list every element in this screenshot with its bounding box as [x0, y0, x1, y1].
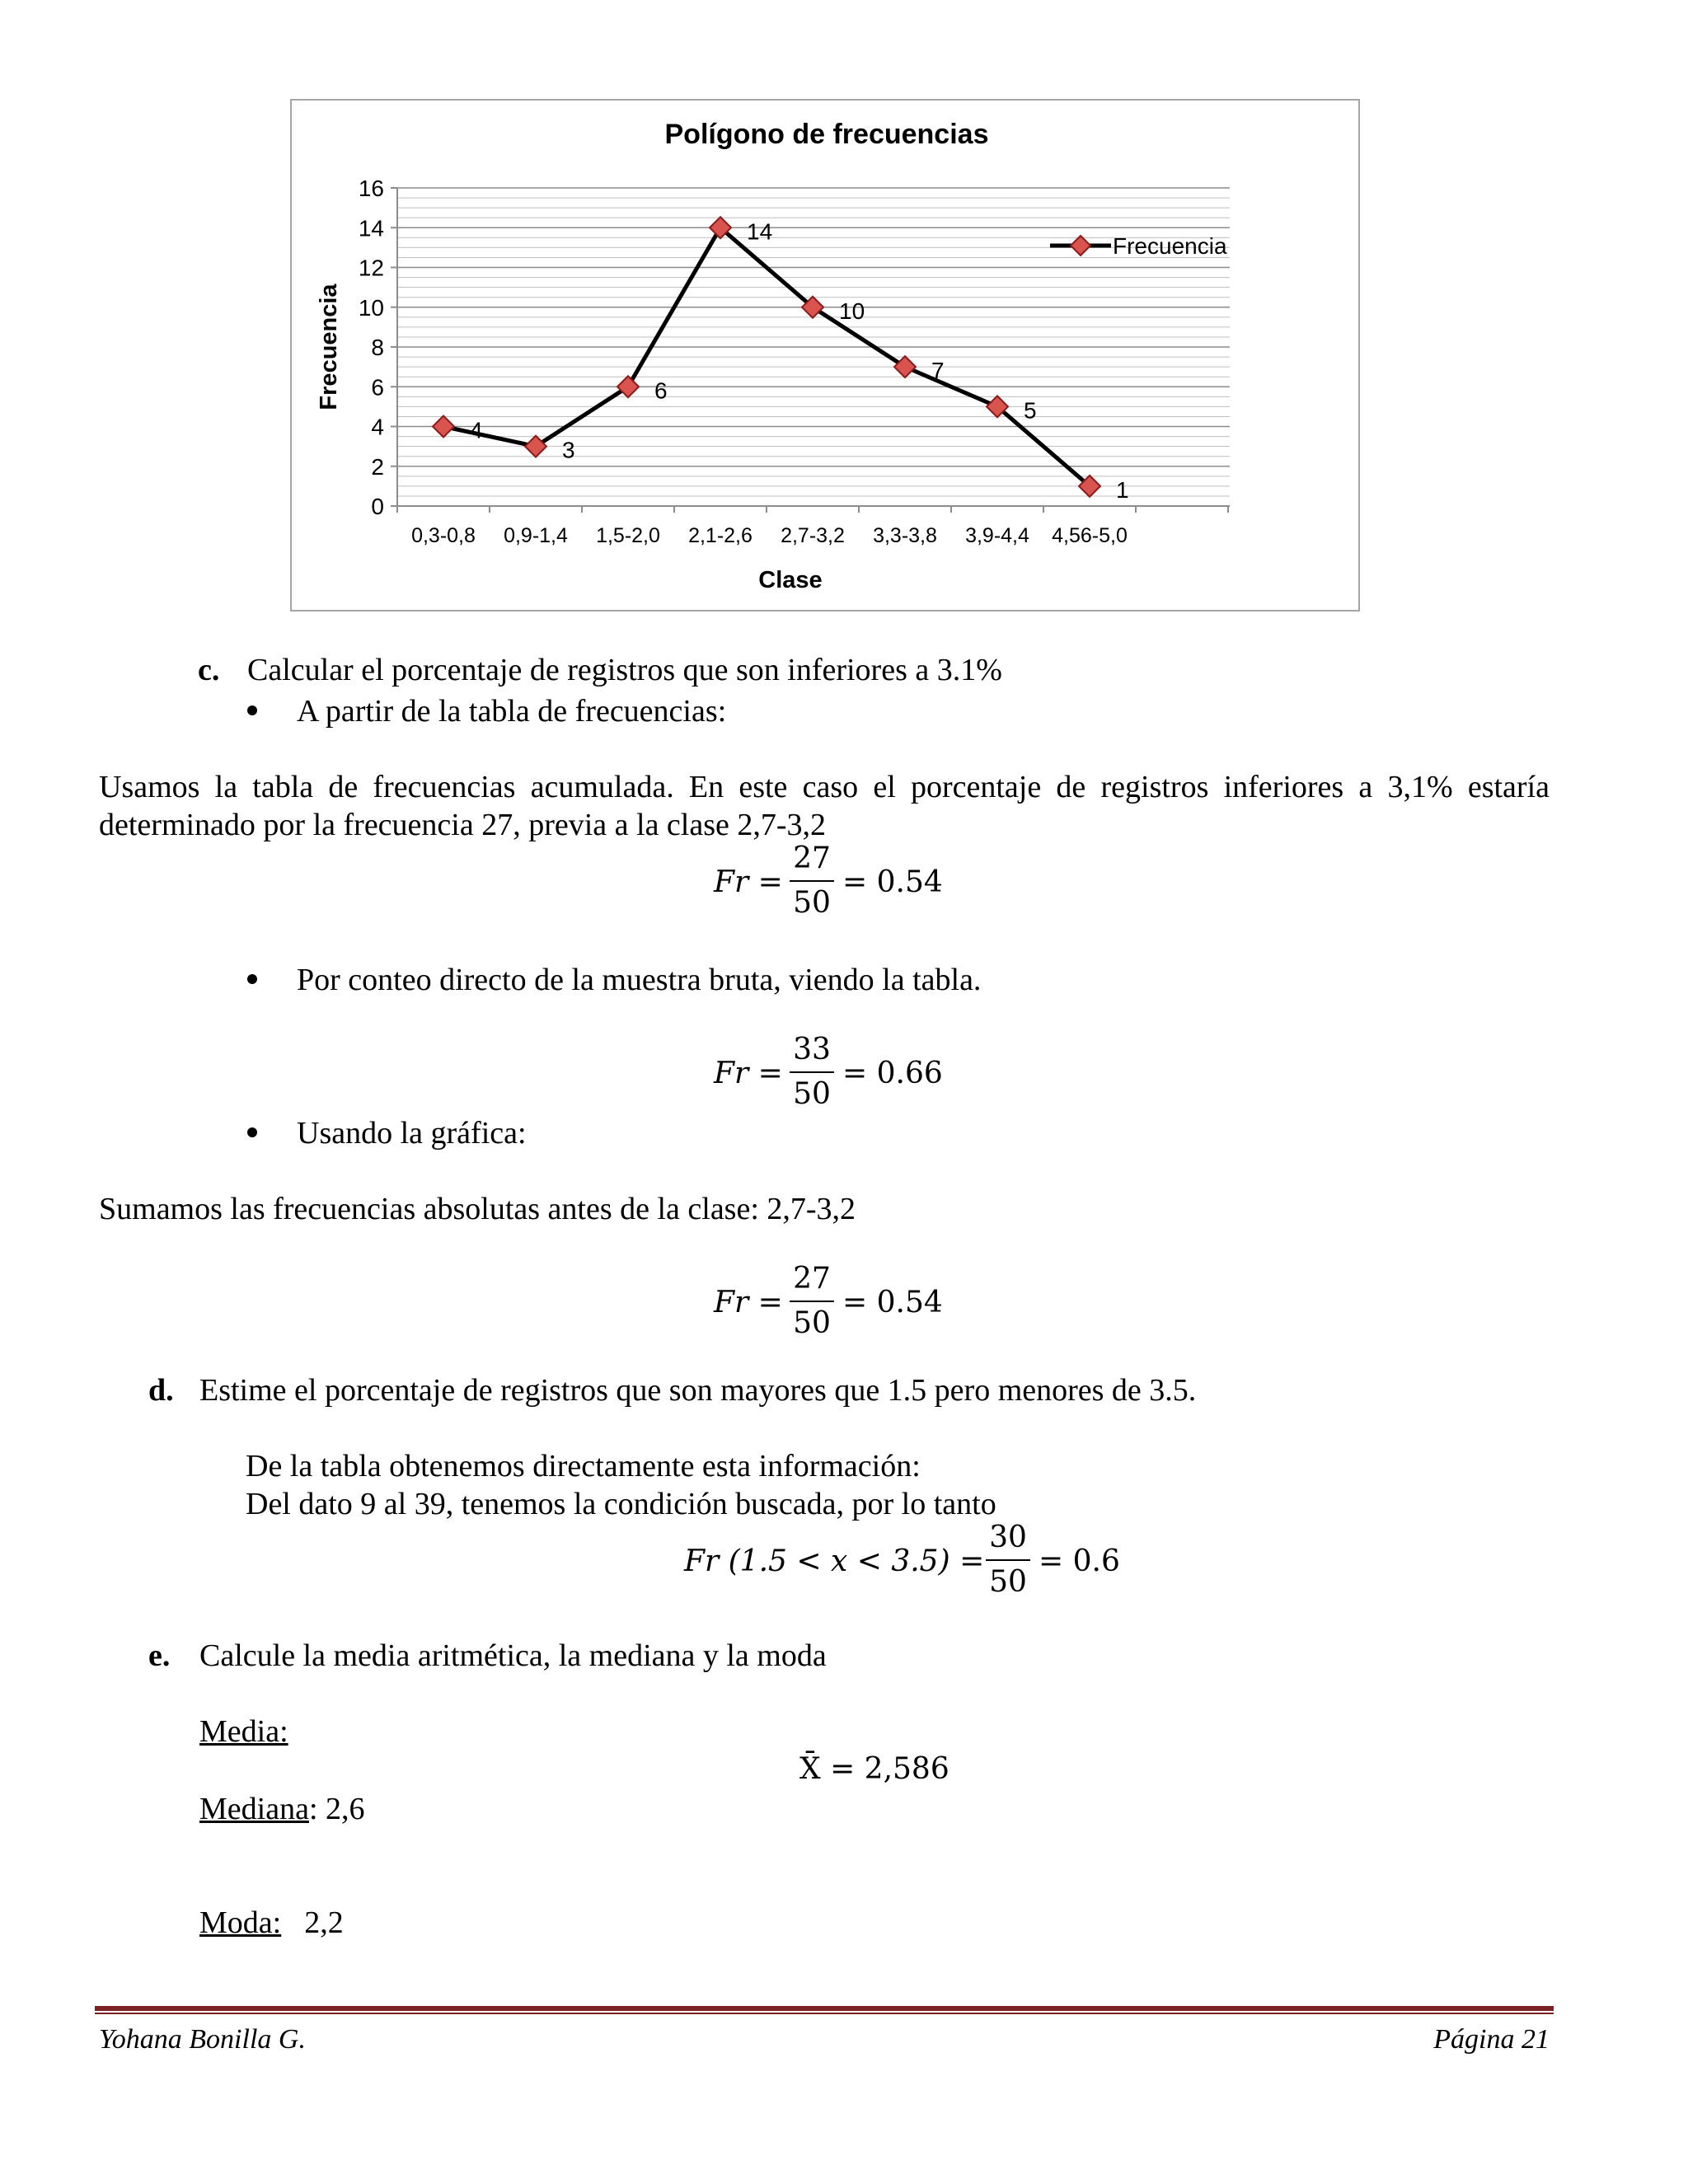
section-c-title: Calcular el porcentaje de registros que son inferiores a 3.1%	[247, 653, 1002, 687]
section-e-title: Calcule la media aritmética, la mediana y la moda	[199, 1638, 827, 1673]
eq2-fraction	[790, 1032, 834, 1113]
mediana-value: : 2,6	[308, 1792, 365, 1826]
data-point-marker	[617, 376, 639, 397]
eq2-denominator: 50	[793, 1077, 831, 1111]
section-e-label: e.	[148, 1638, 171, 1673]
eq-d-numerator: 30	[989, 1521, 1027, 1554]
eq3-denominator: 50	[793, 1306, 831, 1340]
mediana-label: Mediana	[199, 1792, 309, 1826]
data-label: 4	[470, 417, 483, 443]
eq1-numerator: 27	[793, 841, 831, 875]
section-d-line2: Del dato 9 al 39, tenemos la condición buscada, por lo tanto	[246, 1487, 996, 1521]
moda-value: 2,2	[304, 1905, 344, 1940]
data-label: 1	[1116, 476, 1129, 503]
x-tick-label: 1,5-2,0	[596, 524, 660, 547]
y-tick-label: 4	[371, 414, 384, 440]
eq1-rhs: = 0.54	[842, 865, 943, 899]
data-label: 6	[654, 377, 668, 404]
footer-rule	[95, 2006, 1554, 2011]
section-d-line1: De la tabla obtenemos directamente esta información:	[246, 1449, 921, 1483]
x-tick-label: 0,3-0,8	[411, 524, 476, 547]
bullet-dot	[247, 705, 257, 715]
media-equation: X̄ = 2,586	[799, 1752, 950, 1786]
eq3-numerator: 27	[793, 1262, 831, 1296]
footer-author: Yohana Bonilla G.	[99, 2024, 306, 2055]
eq-d-denominator: 50	[989, 1565, 1027, 1599]
section-c-para2: Sumamos las frecuencias absolutas antes de la clase: 2,7-3,2	[99, 1192, 856, 1226]
eq1-lhs: Fr =	[714, 865, 783, 899]
x-tick-label: 0,9-1,4	[504, 524, 568, 547]
y-tick-label: 16	[358, 176, 384, 201]
chart-title: Polígono de frecuencias	[664, 119, 989, 150]
x-tick-label: 2,1-2,6	[688, 524, 753, 547]
eq-d-rhs: = 0.6	[1039, 1544, 1120, 1578]
y-tick-label: 6	[371, 374, 384, 401]
eq2-numerator: 33	[793, 1033, 831, 1066]
section-c-para1-line1: Usamos la tabla de frecuencias acumulada. En este caso el porcentaje de registros inferiores a 3,1% estaría	[99, 770, 1550, 804]
section-c-bullet1: A partir de la tabla de frecuencias:	[297, 694, 727, 729]
section-d-title: Estime el porcentaje de registros que son mayores que 1.5 pero menores de 3.5.	[199, 1373, 1197, 1408]
eq1-fraction	[790, 841, 834, 921]
y-tick-label: 8	[371, 335, 384, 360]
fraction-bar	[790, 880, 834, 882]
frequency-polygon-chart	[290, 99, 1360, 612]
section-c-bullet3: Usando la gráfica:	[297, 1116, 527, 1151]
eq-d-lhs: Fr (1.5 < x < 3.5) =	[684, 1544, 985, 1578]
eq-d-fraction	[986, 1520, 1030, 1601]
moda-label: Moda:	[199, 1905, 282, 1940]
section-c-para1-line2: determinado por la frecuencia 27, previa a la clase 2,7-3,2	[99, 808, 827, 842]
data-label: 3	[562, 437, 575, 463]
moda-line	[199, 1904, 344, 1942]
data-point-marker	[525, 436, 546, 457]
data-label: 14	[747, 218, 773, 245]
data-label: 7	[931, 358, 945, 384]
eq3-lhs: Fr =	[714, 1286, 783, 1319]
chart-svg	[292, 101, 1362, 613]
legend-marker	[1071, 236, 1090, 255]
x-tick-label: 2,7-3,2	[781, 524, 845, 547]
y-tick-label: 2	[371, 453, 384, 480]
fraction-bar	[790, 1071, 834, 1073]
footer-page-number: Página 21	[1433, 2024, 1550, 2055]
bullet-dot	[247, 1127, 257, 1137]
section-d-label: d.	[148, 1373, 174, 1408]
section-c-label: c.	[198, 653, 220, 687]
eq2-rhs: = 0.66	[842, 1057, 943, 1090]
data-point-marker	[894, 356, 916, 377]
x-tick-label: 3,9-4,4	[965, 524, 1029, 547]
fraction-bar	[986, 1559, 1030, 1561]
eq3-rhs: = 0.54	[842, 1286, 943, 1319]
x-axis-label: Clase	[758, 567, 823, 593]
eq3-fraction	[790, 1261, 834, 1342]
footer-rule-thin	[95, 2013, 1554, 2014]
legend-label: Frecuencia	[1113, 233, 1227, 259]
data-point-marker	[433, 416, 454, 438]
fraction-bar	[790, 1301, 834, 1302]
y-tick-label: 10	[358, 294, 384, 321]
eq2-lhs: Fr =	[714, 1057, 783, 1090]
eq1-denominator: 50	[793, 886, 831, 920]
media-label: Media:	[199, 1714, 288, 1749]
bullet-dot	[247, 974, 257, 984]
y-axis-label: Frecuencia	[316, 284, 342, 410]
x-tick-label: 4,56-5,0	[1052, 524, 1128, 547]
data-label: 5	[1024, 397, 1037, 424]
y-tick-label: 14	[358, 215, 384, 241]
mediana-line	[199, 1790, 365, 1828]
y-tick-label: 12	[358, 255, 384, 281]
x-tick-label: 3,3-3,8	[873, 524, 937, 547]
section-c-bullet2: Por conteo directo de la muestra bruta, viendo la tabla.	[297, 963, 982, 997]
data-label: 10	[839, 298, 865, 324]
y-tick-label: 0	[371, 494, 384, 519]
